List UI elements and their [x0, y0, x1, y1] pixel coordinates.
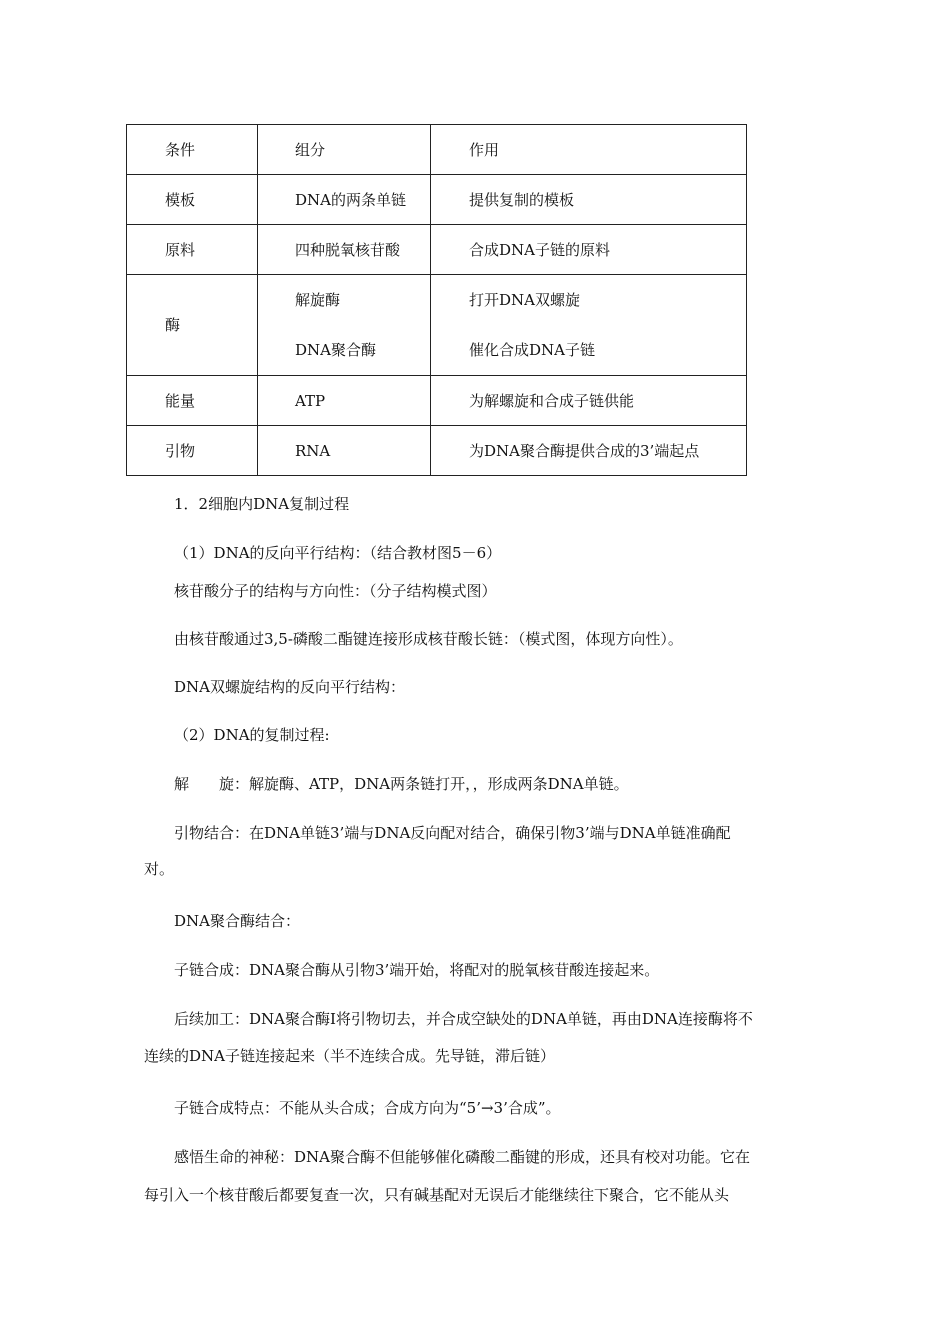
cell-role: 合成DNA子链的原料: [431, 225, 747, 275]
paragraph-continuation: 连续的DNA子链连接起来（半不连续合成。先导链，滞后链）: [144, 1047, 555, 1065]
cell-component: ATP: [258, 376, 431, 426]
cell-condition: 模板: [127, 175, 258, 225]
paragraph: 感悟生命的神秘：DNA聚合酶不但能够催化磷酸二酯键的形成，还具有校对功能。它在: [174, 1148, 750, 1166]
subsection-heading: （1）DNA的反向平行结构：（结合教材图5－6）: [174, 544, 502, 562]
paragraph: DNA聚合酶结合：: [174, 912, 300, 930]
cell-role: 为DNA聚合酶提供合成的3’端起点: [431, 426, 747, 476]
table-row: [127, 426, 747, 476]
cell-condition: 酶: [127, 275, 258, 376]
table-row: [127, 376, 747, 426]
header-component: 组分: [258, 125, 431, 175]
paragraph: 后续加工：DNA聚合酶Ⅰ将引物切去，并合成空缺处的DNA单链，再由DNA连接酶将不: [174, 1010, 753, 1028]
paragraph: DNA双螺旋结构的反向平行结构：: [174, 678, 405, 696]
header-condition: 条件: [127, 125, 258, 175]
table-row: [127, 275, 747, 376]
cell-role: [431, 275, 747, 376]
subsection-heading: （2）DNA的复制过程:: [174, 726, 330, 744]
paragraph-continuation: 对。: [144, 860, 175, 878]
cell-condition: 原料: [127, 225, 258, 275]
paragraph: 引物结合：在DNA单链3’端与DNA反向配对结合，确保引物3’端与DNA单链准确配: [174, 824, 731, 842]
paragraph: 子链合成：DNA聚合酶从引物3’端开始，将配对的脱氧核苷酸连接起来。: [174, 961, 660, 979]
cell-condition: 能量: [127, 376, 258, 426]
cell-condition: 引物: [127, 426, 258, 476]
cell-component: DNA的两条单链: [258, 175, 431, 225]
component-item: 解旋酶: [295, 291, 341, 309]
table-header-row: [127, 125, 747, 175]
role-item: 催化合成DNA子链: [469, 341, 595, 359]
section-heading: 1．2细胞内DNA复制过程: [174, 495, 350, 513]
replication-conditions-table: [126, 124, 747, 476]
paragraph: 解 旋：解旋酶、ATP，DNA两条链打开，，形成两条DNA单链。: [174, 775, 629, 793]
table-row: [127, 225, 747, 275]
cell-role: 为解螺旋和合成子链供能: [431, 376, 747, 426]
cell-role: 提供复制的模板: [431, 175, 747, 225]
paragraph: 由核苷酸通过3,5-磷酸二酯键连接形成核苷酸长链：（模式图，体现方向性）。: [174, 630, 683, 648]
paragraph: 子链合成特点：不能从头合成；合成方向为“5’→3’合成”。: [174, 1099, 561, 1117]
table-row: [127, 175, 747, 225]
paragraph: 核苷酸分子的结构与方向性：（分子结构模式图）: [174, 582, 497, 600]
cell-component: 四种脱氧核苷酸: [258, 225, 431, 275]
header-role: 作用: [431, 125, 747, 175]
component-item: DNA聚合酶: [295, 341, 376, 359]
cell-component: RNA: [258, 426, 431, 476]
role-item: 打开DNA双螺旋: [469, 291, 580, 309]
paragraph-continuation: 每引入一个核苷酸后都要复查一次，只有碱基配对无误后才能继续往下聚合，它不能从头: [144, 1186, 730, 1204]
cell-component: [258, 275, 431, 376]
